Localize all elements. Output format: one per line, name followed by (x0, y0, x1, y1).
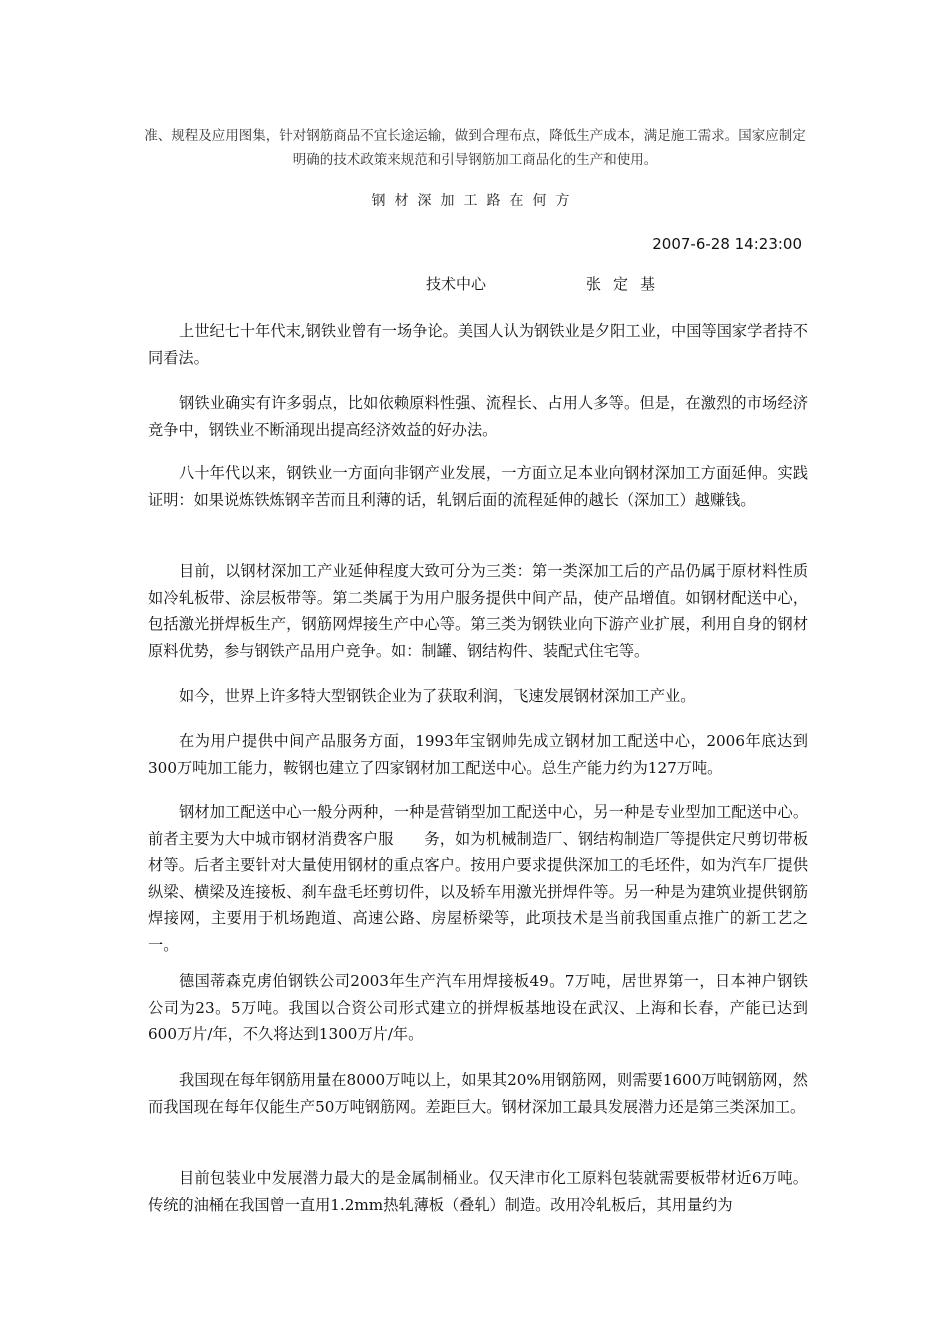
byline (426, 273, 668, 294)
author: 张定基 (586, 275, 668, 293)
paragraph-8: 德国蒂森克虏伯钢铁公司2003年生产汽车用焊接板49。7万吨，居世界第一，日本神户钢铁公司为23。5万吨。我国以合资公司形式建立的拼焊板基地设在武汉、上海和长春，产能已达到600万片/年，不久将达到1300万片/年。 (148, 972, 808, 1043)
paragraph-6: 在为用户提供中间产品服务方面，1993年宝钢帅先成立钢材加工配送中心，2006年底达到300万吨加工能力，鞍钢也建立了四家钢材加工配送中心。总生产能力约为127万吨。 (148, 732, 808, 777)
paragraph-1: 上世纪七十年代末,钢铁业曾有一场争论。美国人认为钢铁业是夕阳工业，中国等国家学者持不同看法。 (148, 322, 808, 367)
department: 技术中心 (426, 275, 487, 293)
paragraph-10: 目前包装业中发展潜力最大的是金属制桶业。仅天津市化工原料包装就需要板带材近6万吨。传统的油桶在我国曾一直用1.2mm热轧薄板（叠轧）制造。改用冷轧板后，其用量约为 (148, 1169, 808, 1214)
publish-date: 2007-6-28 14:23:00 (652, 235, 802, 253)
paragraph-2: 钢铁业确实有许多弱点，比如依赖原料性强、流程长、占用人多等。但是，在激烈的市场经济竞争中，钢铁业不断涌现出提高经济效益的好办法。 (148, 394, 808, 439)
article-title: 钢材深加工路在何方 (371, 193, 579, 209)
paragraph-3: 八十年代以来，钢铁业一方面向非钢产业发展，一方面立足本业向钢材深加工方面延伸。实践证明：如果说炼铁炼钢辛苦而且利薄的话，轧钢后面的流程延伸的越长（深加工）越赚钱。 (148, 464, 808, 509)
intro-paragraph: 准、规程及应用图集，针对钢筋商品不宜长途运输，做到合理布点，降低生产成本，满足施工需求。国家应制定明确的技术政策来规范和引导钢筋加工商品化的生产和使用。 (144, 128, 806, 168)
paragraph-9: 我国现在每年钢筋用量在8000万吨以上，如果其20%用钢筋网，则需要1600万吨钢筋网，然而我国现在每年仅能生产50万吨钢筋网。差距巨大。钢材深加工最具发展潜力还是第三类深加工。 (148, 1071, 808, 1116)
paragraph-4: 目前，以钢材深加工产业延伸程度大致可分为三类：第一类深加工后的产品仍属于原材料性质如冷轧板带、涂层板带等。第二类属于为用户服务提供中间产品，使产品增值。如钢材配送中心，包括激光拼焊板生产，钢筋网焊接生产中心等。第三类为钢铁业向下游产业扩展，利用自身的钢材原料优势，参与钢铁产品用户竞争。如：制罐、钢结构件、装配式住宅等。 (148, 562, 808, 660)
paragraph-5: 如今，世界上许多特大型钢铁企业为了获取利润，飞速发展钢材深加工产业。 (179, 687, 696, 705)
paragraph-7: 钢材加工配送中心一般分两种，一种是营销型加工配送中心，另一种是专业型加工配送中心。前者主要为大中城市钢材消费客户服 务，如为机械制造厂、钢结构制造厂等提供定尺剪切带板材等。后者主要针对大量使用钢材的重点客户。按用户要求提供深加工的毛坯件，如为汽车厂提供纵梁、横梁及连接板、刹车盘毛坯剪切件，以及轿车用激光拼焊件等。另一种是为建筑业提供钢筋焊接网，主要用于机场跑道、高速公路、房屋桥梁等，此项技术是当前我国重点推广的新工艺之一。 (148, 803, 808, 954)
